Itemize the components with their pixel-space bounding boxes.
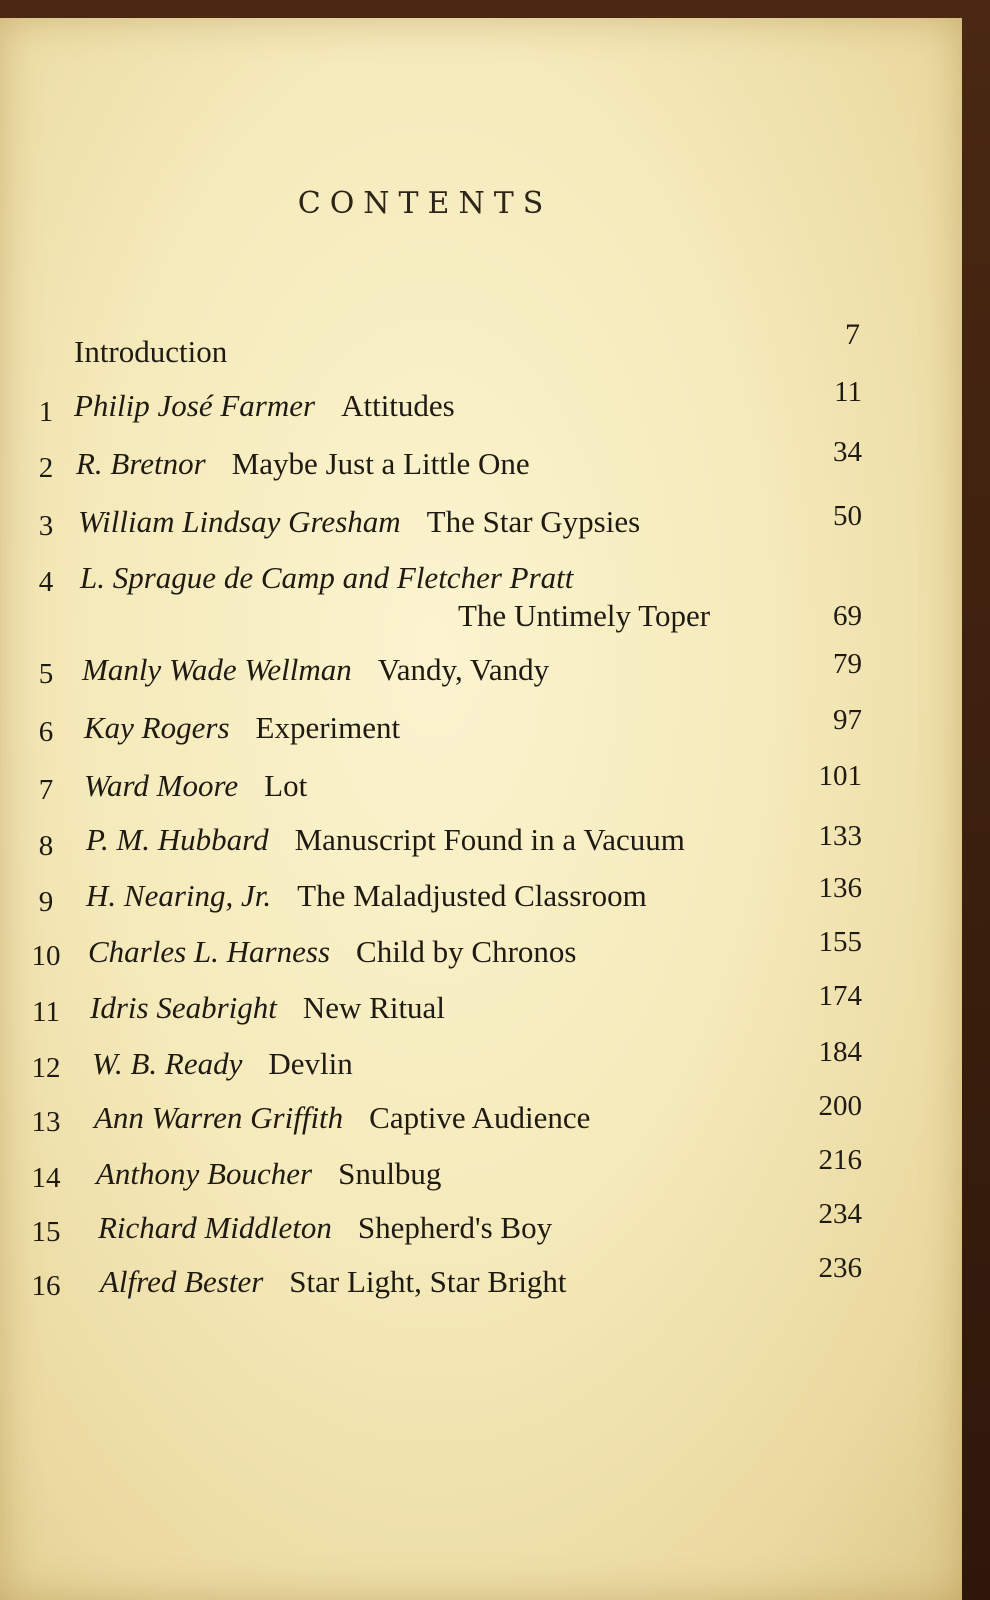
entry-title: Star Light, Star Bright [289, 1264, 567, 1299]
entry-page-number: 97 [833, 704, 862, 736]
entry-page-number: 155 [818, 926, 862, 958]
entry-line [76, 446, 530, 482]
entry-number: 10 [31, 940, 61, 972]
entry-title: The Maladjusted Classroom [297, 878, 647, 913]
entry-number: 16 [31, 1270, 61, 1302]
entry-page-number: 216 [818, 1144, 862, 1176]
entry-number: 14 [31, 1162, 61, 1194]
entry-page-number: 174 [818, 980, 862, 1012]
entry-page-number: 236 [818, 1252, 862, 1284]
entry-page-number: 101 [818, 760, 862, 792]
entry-line [90, 990, 445, 1026]
entry-line [80, 560, 599, 596]
entry-number: 13 [31, 1106, 61, 1138]
entry-author: Ann Warren Griffith [94, 1100, 344, 1135]
entry-author: W. B. Ready [92, 1046, 243, 1081]
entry-author: Philip José Farmer [74, 388, 316, 423]
introduction-page-number: 7 [845, 318, 860, 351]
entry-page-number: 11 [834, 376, 862, 408]
entry-line [84, 768, 307, 804]
entry-page-number: 234 [818, 1198, 862, 1230]
entry-number: 2 [38, 452, 54, 484]
entry-title: Lot [264, 768, 308, 803]
entry-author: H. Nearing, Jr. [86, 878, 272, 913]
contents-page [0, 18, 962, 1600]
entry-title: Vandy, Vandy [377, 652, 550, 687]
introduction-label: Introduction [74, 334, 228, 369]
entry-number: 11 [32, 996, 60, 1028]
entry-number: 1 [38, 396, 54, 428]
entry-author: Ward Moore [84, 768, 239, 803]
entry-page-number: 79 [833, 648, 862, 680]
entry-number: 3 [38, 510, 54, 542]
entry-number: 6 [38, 716, 54, 748]
entry-page-number: 34 [833, 436, 862, 468]
entry-author: Anthony Boucher [96, 1156, 313, 1191]
entry-title: Manuscript Found in a Vacuum [294, 822, 685, 857]
entry-title: Devlin [268, 1046, 353, 1081]
entry-author: R. Bretnor [76, 446, 206, 481]
entry-line [92, 1046, 353, 1082]
entry-number: 8 [38, 830, 54, 862]
entry-number: 15 [31, 1216, 61, 1248]
entry-author: Richard Middleton [98, 1210, 332, 1245]
entry-line [94, 1100, 590, 1136]
entry-number: 7 [38, 774, 54, 806]
entry-line [100, 1264, 567, 1300]
entry-line [82, 652, 549, 688]
entry-line [88, 934, 576, 970]
entry-line [96, 1156, 441, 1192]
entry-title: Child by Chronos [356, 934, 577, 969]
entry-author: Idris Seabright [90, 990, 277, 1025]
entry-title: Attitudes [341, 388, 455, 423]
entry-title: Shepherd's Boy [357, 1210, 553, 1245]
entry-title: The Untimely Toper [458, 598, 711, 633]
entry-title: Experiment [255, 710, 401, 745]
entry-page-number: 133 [818, 820, 862, 852]
entry-line [86, 822, 685, 858]
entry-title: Captive Audience [369, 1100, 591, 1135]
entry-title: Maybe Just a Little One [231, 446, 530, 481]
entry-page-number: 184 [818, 1036, 862, 1068]
entry-page-number: 200 [818, 1090, 862, 1122]
entry-line [78, 504, 640, 540]
entry-title: New Ritual [302, 990, 445, 1025]
entry-author: William Lindsay Gresham [78, 504, 401, 539]
entry-page-number: 136 [818, 872, 862, 904]
entry-number: 12 [31, 1052, 61, 1084]
entry-line [84, 710, 400, 746]
page-heading: CONTENTS [297, 186, 553, 221]
entry-line [74, 388, 455, 424]
entry-number: 4 [38, 566, 54, 598]
entry-page-number: 69 [833, 600, 862, 632]
entry-author: L. Sprague de Camp and Fletcher Pratt [80, 560, 574, 595]
entry-number: 9 [38, 886, 54, 918]
entry-line [86, 878, 647, 914]
entry-author: Charles L. Harness [88, 934, 331, 969]
entry-author: P. M. Hubbard [86, 822, 269, 857]
entry-author: Manly Wade Wellman [82, 652, 352, 687]
entry-author: Alfred Bester [100, 1264, 264, 1299]
entry-page-number: 50 [833, 500, 862, 532]
entry-title: The Star Gypsies [426, 504, 641, 539]
entry-title: Snulbug [338, 1156, 442, 1191]
entry-line [98, 1210, 552, 1246]
entry-number: 5 [38, 658, 54, 690]
entry-author: Kay Rogers [84, 710, 230, 745]
